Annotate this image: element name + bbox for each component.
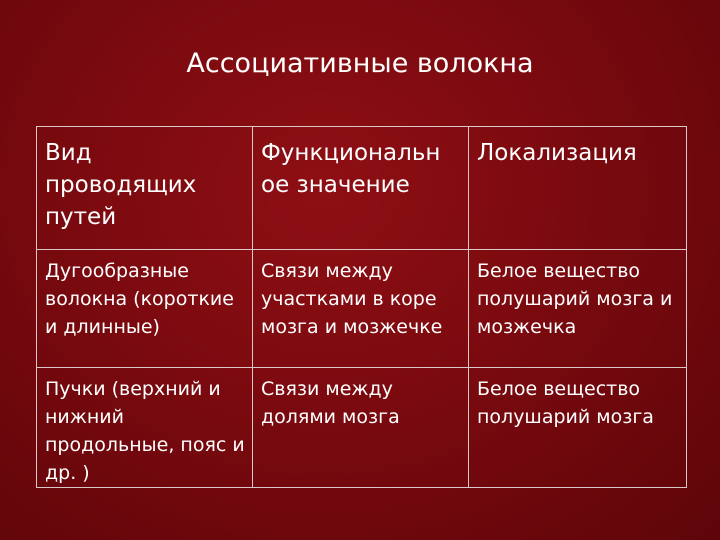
- cell-function: Связи между долями мозга: [253, 368, 469, 488]
- cell-localization: Белое вещество полушарий мозга и мозжечка: [469, 250, 687, 368]
- cell-localization: Белое вещество полушарий мозга: [469, 368, 687, 488]
- table-row: [37, 368, 687, 488]
- cell-function: Связи между участками в коре мозга и мозжечке: [253, 250, 469, 368]
- slide-title: [0, 48, 720, 79]
- cell-pathway-type: Пучки (верхний и нижний продольные, пояс и др. ): [37, 368, 253, 488]
- header-cell-pathway-type: Вид проводящих путей: [37, 127, 253, 250]
- header-cell-function: Функциональн ое значение: [253, 127, 469, 250]
- cell-pathway-type: Дугообразные волокна (короткие и длинные): [37, 250, 253, 368]
- table-row: [37, 250, 687, 368]
- slide-title-text: Ассоциативные волокна: [186, 48, 534, 79]
- table-header-row: [37, 127, 687, 250]
- fibers-table: [36, 126, 687, 488]
- header-cell-localization: Локализация: [469, 127, 687, 250]
